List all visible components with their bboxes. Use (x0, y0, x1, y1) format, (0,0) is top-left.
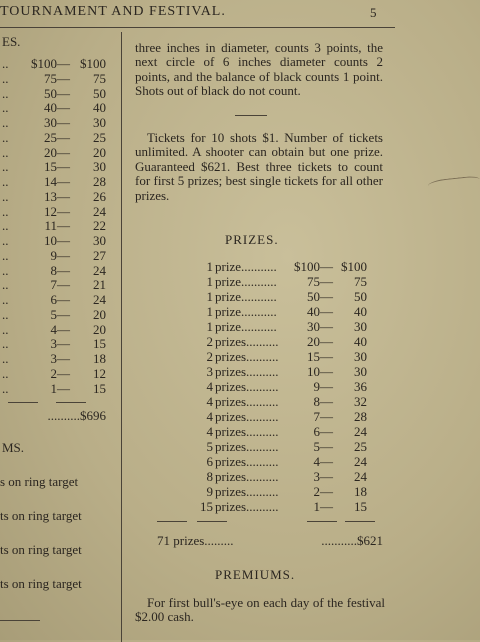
row-leader: .. (2, 174, 9, 189)
prize-count: 9 (206, 484, 213, 499)
prize-row (161, 470, 393, 485)
prize-label: prizes.......... (215, 499, 279, 514)
row-unit-value: 40— (44, 100, 70, 116)
row-unit-value: 12— (44, 203, 70, 219)
prize-unit-value: 5— (313, 439, 333, 454)
prize-label: prizes.......... (215, 409, 279, 424)
row-leader: .. (2, 380, 9, 396)
prize-label: prizes.......... (215, 439, 279, 454)
row-total-value: 15 (93, 336, 106, 352)
row-leader: .. (2, 129, 9, 145)
prize-count: 6 (206, 454, 213, 469)
row-unit-value: 4— (50, 321, 70, 337)
row-unit-value: 14— (44, 174, 70, 189)
row-total-value: 21 (93, 277, 106, 293)
prize-total-value: 40 (354, 334, 367, 349)
left-items-heading-fragment: MS. (2, 440, 25, 455)
row-unit-value: 20— (44, 144, 70, 160)
prize-row (161, 335, 393, 350)
prize-unit-value: $100— (294, 259, 333, 274)
prize-row (161, 320, 393, 335)
row-total-value: 28 (93, 174, 106, 189)
row-leader: .. (2, 365, 9, 381)
row-unit-value: 11— (44, 218, 70, 234)
page-header (0, 4, 480, 24)
prize-row (161, 350, 393, 365)
row-unit-value: 6— (50, 292, 70, 307)
prize-total-value: 30 (354, 349, 367, 364)
prize-unit-value: 6— (313, 424, 333, 439)
prize-row (161, 395, 393, 410)
column-divider (121, 32, 122, 642)
prize-label: prizes.......... (215, 334, 279, 349)
prize-label: prize........... (215, 289, 277, 304)
row-leader: .. (2, 306, 9, 322)
prize-unit-value: 3— (313, 469, 333, 484)
row-unit-value: 3— (50, 336, 70, 352)
prize-unit-value: 7— (313, 409, 333, 424)
row-unit-value: 75— (44, 70, 70, 86)
scoring-paragraph: three inches in diameter, counts 3 points, the next circle of 6 inches diameter counts 2 points, and the balance of black counts 1 point. Shots out of black do not count. (135, 40, 383, 99)
prize-total-count: 71 prizes......... (157, 533, 234, 548)
row-total-value: 20 (93, 306, 106, 322)
prize-label: prizes.......... (215, 349, 279, 364)
prize-unit-value: 50— (307, 289, 333, 304)
prize-count: 1 (206, 289, 213, 304)
row-total-value: 30 (93, 233, 106, 248)
prize-total-rule (197, 521, 227, 522)
row-total-value: 20 (93, 321, 106, 337)
page-number: 5 (370, 5, 377, 20)
prize-row (161, 485, 393, 500)
prize-count: 1 (206, 259, 213, 274)
row-unit-value: 30— (44, 115, 70, 130)
prize-count: 1 (206, 274, 213, 289)
row-leader: .. (2, 351, 9, 366)
row-leader: .. (2, 336, 9, 352)
prize-label: prizes.......... (215, 424, 279, 439)
row-total-value: 24 (93, 292, 106, 307)
prize-unit-value: 30— (307, 319, 333, 334)
prize-row (161, 290, 393, 305)
row-leader: .. (2, 85, 9, 101)
row-leader: .. (2, 70, 9, 86)
prize-unit-value: 10— (307, 364, 333, 379)
prize-unit-value: 40— (307, 304, 333, 319)
prize-unit-value: 1— (313, 499, 333, 514)
row-unit-value: 7— (50, 277, 70, 293)
row-total-value: 50 (93, 85, 106, 101)
row-unit-value: 9— (50, 247, 70, 263)
left-heading-fragment: ES. (2, 34, 21, 49)
prize-total-value: 28 (354, 409, 367, 424)
row-unit-value: $100— (31, 56, 70, 71)
prize-count: 4 (206, 394, 213, 409)
left-total-value: ..........$696 (47, 408, 106, 423)
prize-row (161, 425, 393, 440)
prize-unit-value: 20— (307, 334, 333, 349)
row-leader: .. (2, 203, 9, 219)
prize-count: 1 (206, 319, 213, 334)
prize-unit-value: 15— (307, 349, 333, 364)
row-leader: .. (2, 115, 9, 130)
prize-count: 8 (206, 469, 213, 484)
prize-total-value: 24 (354, 469, 367, 484)
prize-label: prizes.......... (215, 454, 279, 469)
prize-row (161, 365, 393, 380)
premiums-paragraph: For first bull's-eye on each day of the festival $2.00 cash. (135, 595, 385, 625)
row-unit-value: 15— (44, 159, 70, 175)
row-total-value: 22 (93, 218, 106, 234)
left-total-rule (56, 402, 86, 403)
prize-count: 3 (206, 364, 213, 379)
row-total-value: 27 (93, 247, 106, 263)
prize-row (161, 410, 393, 425)
prize-unit-value: 75— (307, 274, 333, 289)
prize-count: 4 (206, 424, 213, 439)
row-unit-value: 3— (50, 351, 70, 366)
prize-label: prizes.......... (215, 484, 279, 499)
row-unit-value: 50— (44, 85, 70, 101)
prize-label: prizes.......... (215, 379, 279, 394)
prize-total-value: 15 (354, 499, 367, 514)
prize-total-value: 32 (354, 394, 367, 409)
left-item: ts on ring target (0, 542, 82, 557)
prizes-title: PRIZES. (225, 232, 279, 247)
row-leader: .. (2, 218, 9, 234)
row-leader: .. (2, 321, 9, 337)
row-total-value: 40 (93, 100, 106, 116)
prize-count: 1 (206, 304, 213, 319)
row-total-value: 30 (93, 159, 106, 175)
row-leader: .. (2, 233, 9, 248)
row-total-value: 20 (93, 144, 106, 160)
row-unit-value: 25— (44, 129, 70, 145)
prize-row (161, 500, 393, 515)
row-leader: .. (2, 188, 9, 204)
row-total-value: 12 (93, 365, 106, 381)
prize-count: 2 (206, 334, 213, 349)
header-rule (0, 27, 395, 28)
row-unit-value: 5— (50, 306, 70, 322)
prize-row (161, 260, 393, 275)
prize-row (161, 305, 393, 320)
prize-row (161, 440, 393, 455)
row-total-value: 24 (93, 203, 106, 219)
prize-total-value: 30 (354, 319, 367, 334)
paper-fold-mark (427, 175, 480, 193)
row-leader: .. (2, 159, 9, 175)
left-total-rule (8, 402, 38, 403)
prize-label: prize........... (215, 259, 277, 274)
row-leader: .. (2, 262, 9, 278)
row-unit-value: 13— (44, 188, 70, 204)
prize-total-value: $100 (341, 259, 367, 274)
prize-total-amount: ...........$621 (321, 533, 383, 548)
prize-total-value: 40 (354, 304, 367, 319)
prize-total-rule (307, 521, 337, 522)
prize-label: prizes.......... (215, 364, 279, 379)
row-total-value: 24 (93, 262, 106, 278)
prize-count: 4 (206, 379, 213, 394)
prize-row (161, 455, 393, 470)
prize-total-value: 18 (354, 484, 367, 499)
row-total-value: 25 (93, 129, 106, 145)
left-table-row (0, 381, 118, 398)
left-item: ts on ring target (0, 508, 82, 523)
prize-count: 4 (206, 409, 213, 424)
row-leader: .. (2, 292, 9, 307)
prize-total-rule (345, 521, 375, 522)
prize-count: 2 (206, 349, 213, 364)
prize-total-value: 24 (354, 454, 367, 469)
prize-label: prize........... (215, 274, 277, 289)
row-unit-value: 10— (44, 233, 70, 248)
tickets-paragraph: Tickets for 10 shots $1. Number of tickets unlimited. A shooter can obtain but one prize. Guaranteed $621. Best three tickets to count for first 5 prizes; best single tickets for all other prizes. (135, 130, 383, 203)
left-item: ts on ring target (0, 576, 82, 591)
row-total-value: 26 (93, 188, 106, 204)
prize-total-rule (157, 521, 187, 522)
prize-row (161, 275, 393, 290)
prize-label: prize........... (215, 319, 277, 334)
prize-label: prize........... (215, 304, 277, 319)
row-unit-value: 8— (50, 262, 70, 278)
prize-label: prizes.......... (215, 394, 279, 409)
prize-total-value: 50 (354, 289, 367, 304)
left-end-rule (0, 620, 40, 621)
premiums-title: PREMIUMS. (215, 567, 296, 582)
prize-total-value: 24 (354, 424, 367, 439)
prize-unit-value: 2— (313, 484, 333, 499)
header-title: TOURNAMENT AND FESTIVAL. (0, 4, 226, 19)
prize-unit-value: 9— (313, 379, 333, 394)
prize-row (161, 380, 393, 395)
prize-label: prizes.......... (215, 469, 279, 484)
row-leader: .. (2, 277, 9, 293)
prize-total-value: 36 (354, 379, 367, 394)
section-rule (235, 115, 267, 116)
prize-count: 5 (206, 439, 213, 454)
prize-total-value: 30 (354, 364, 367, 379)
row-total-value: $100 (80, 56, 106, 71)
prize-count: 15 (200, 499, 213, 514)
prize-total-value: 25 (354, 439, 367, 454)
row-total-value: 15 (93, 380, 106, 396)
row-leader: .. (2, 247, 9, 263)
prize-unit-value: 4— (313, 454, 333, 469)
prize-unit-value: 8— (313, 394, 333, 409)
row-unit-value: 2— (50, 365, 70, 381)
row-leader: .. (2, 100, 9, 116)
row-total-value: 18 (93, 351, 106, 366)
left-item: s on ring target (0, 474, 79, 489)
row-unit-value: 1— (50, 380, 70, 396)
row-total-value: 30 (93, 115, 106, 130)
prize-total-value: 75 (354, 274, 367, 289)
row-total-value: 75 (93, 70, 106, 86)
row-leader: .. (2, 144, 9, 160)
row-leader: .. (2, 56, 9, 71)
